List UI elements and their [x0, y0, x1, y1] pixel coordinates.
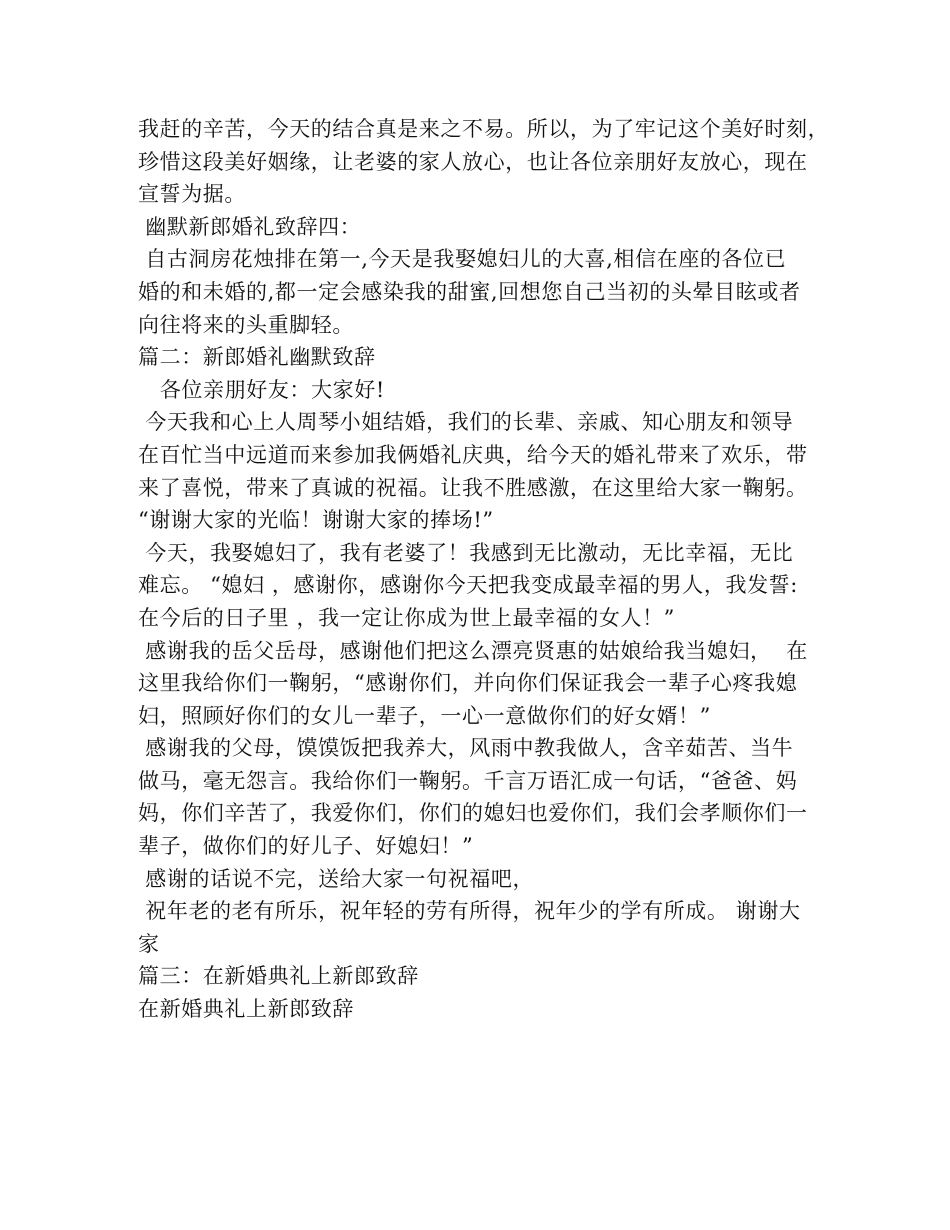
- text-line: 妇，照顾好你们的女儿一辈子，一心一意做你们的好女婿！”: [138, 703, 711, 728]
- text-line: 今天我和心上人周琴小姐结婚，我们的长辈、亲戚、知心朋友和领导: [138, 410, 794, 435]
- text-line: 向往将来的头重脚轻。: [138, 312, 354, 337]
- text-line: “谢谢大家的光临！谢谢大家的捧场!”: [138, 508, 494, 533]
- text-line: 感谢我的岳父岳母，感谢他们把这么漂亮贤惠的姑娘给我当媳妇， 在: [138, 638, 808, 663]
- section-heading: 幽默新郎婚礼致辞四：: [138, 214, 362, 239]
- section-heading: 篇二：新郎婚礼幽默致辞: [138, 345, 376, 370]
- section-subheading: 在新婚典礼上新郎致辞: [138, 997, 354, 1022]
- text-line: 珍惜这段美好姻缘，让老婆的家人放心，也让各位亲朋好友放心，现在: [138, 149, 808, 174]
- text-line: 感谢的话说不完，送给大家一句祝福吧，: [138, 866, 535, 891]
- text-line: 做马，毫无怨言。我给你们一鞠躬。千言万语汇成一句话，“爸爸、妈: [138, 768, 798, 793]
- text-line: 感谢我的父母，馍馍饭把我养大，风雨中教我做人，含辛茹苦、当牛: [138, 736, 794, 761]
- greeting-line: 各位亲朋好友：大家好!: [138, 377, 385, 402]
- text-line: 我赶的辛苦，今天的结合真是来之不易。所以，为了牢记这个美好时刻，: [138, 117, 830, 141]
- text-line: 来了喜悦，带来了真诚的祝福。让我不胜感激，在这里给大家一鞠躬。: [138, 475, 808, 500]
- document-body: [138, 113, 838, 1026]
- text-line: 在今后的日子里 ，我一定让你成为世上最幸福的女人！”: [138, 605, 676, 630]
- text-line: 在百忙当中远道而来参加我俩婚礼庆典，给今天的婚礼带来了欢乐，带: [138, 442, 808, 467]
- text-line: 这里我给你们一鞠躬，“感谢你们，并向你们保证我会一辈子心疼我媳: [138, 671, 798, 696]
- text-line: 今天，我娶媳妇了，我有老婆了！我感到无比激动，无比幸福，无比: [138, 540, 794, 565]
- text-line: 宣誓为据。: [138, 182, 246, 207]
- text-line: 婚的和未婚的,都一定会感染我的甜蜜,回想您自己当初的头晕目眩或者: [138, 279, 801, 304]
- text-line: 辈子，做你们的好儿子、好媳妇！”: [138, 834, 474, 859]
- text-line: 妈，你们辛苦了，我爱你们，你们的媳妇也爱你们，我们会孝顺你们一: [138, 801, 808, 826]
- text-line: 祝年老的老有所乐，祝年轻的劳有所得，祝年少的学有所成。 谢谢大: [138, 899, 801, 924]
- text-line: 家: [138, 931, 160, 956]
- text-line: 自古洞房花烛排在第一,今天是我娶媳妇儿的大喜,相信在座的各位已: [138, 247, 787, 272]
- text-line: 难忘。 “媳妇 ，感谢你，感谢你今天把我变成最幸福的男人，我发誓:: [138, 573, 798, 598]
- section-heading: 篇三：在新婚典礼上新郎致辞: [138, 964, 419, 989]
